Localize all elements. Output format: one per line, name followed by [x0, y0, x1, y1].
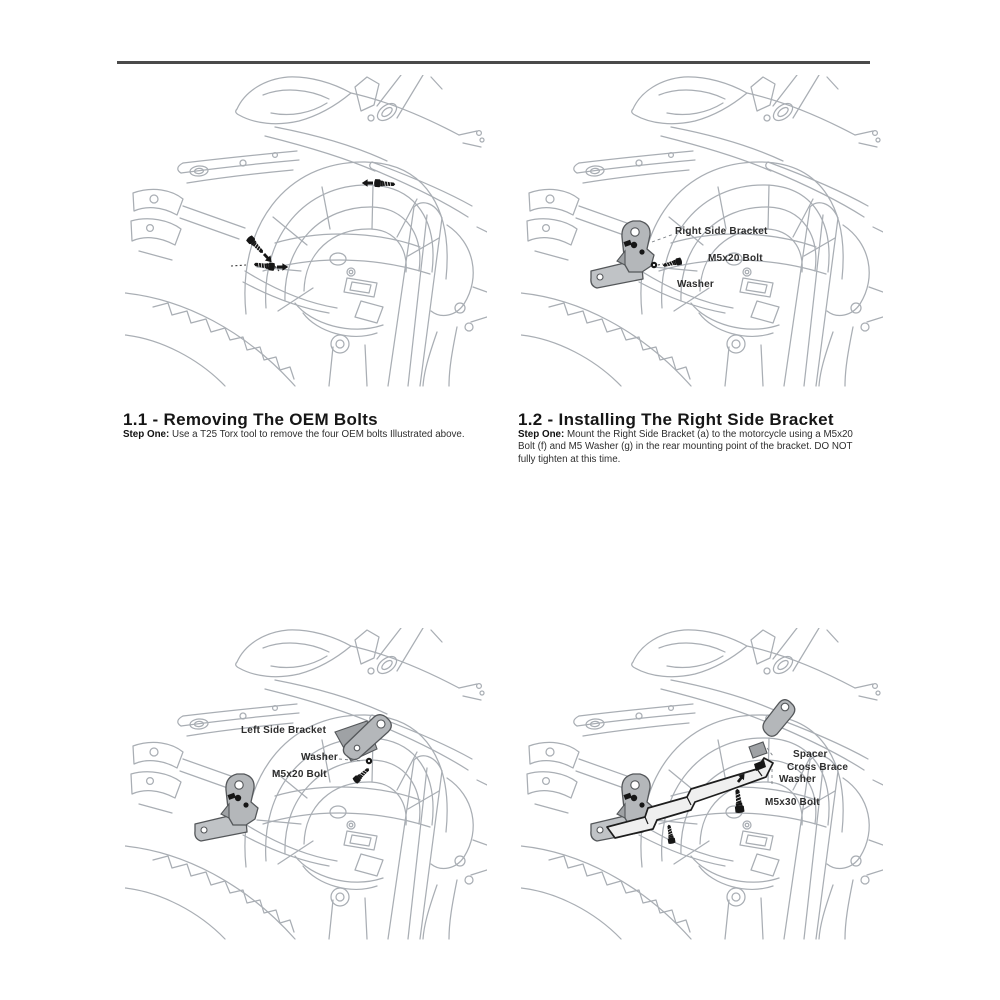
m5x30-bolt-icon: [733, 788, 745, 813]
callout-washer: Washer: [779, 774, 816, 785]
callout-spacer: Spacer: [793, 749, 828, 760]
step-label: Step One:: [518, 428, 565, 440]
callout-m5x20-bolt: M5x20 Bolt: [708, 253, 763, 264]
illustration-cross-brace: [521, 628, 883, 940]
panel-install-cross-brace: [521, 628, 883, 940]
step-text-1-2: [518, 429, 872, 467]
washer-icon: [366, 758, 372, 764]
step-body: Mount the Right Side Bracket (a) to the motorcycle using a M5x20 Bolt (f) and M5 Washer (g) in the rear mounting point of the bracket. DO NOT fully tighten at this time.: [518, 428, 853, 465]
step-text-1-1: [123, 429, 505, 442]
leader-line: [652, 234, 674, 242]
callout-cross-brace: Cross Brace: [787, 762, 849, 773]
dotted-line: [658, 264, 663, 265]
motorcycle-line-art: [125, 628, 487, 939]
callout-m5x30-bolt: M5x30 Bolt: [765, 797, 820, 808]
oem-bolt-icon: [253, 260, 275, 271]
bracket-hole: [377, 720, 385, 728]
callout-right-side-bracket: Right Side Bracket: [675, 226, 768, 237]
washer-icon: [651, 262, 657, 268]
callout-m5x20-bolt: M5x20 Bolt: [272, 769, 327, 780]
right-side-bracket-installed: [195, 774, 258, 841]
illustration-left-bracket: [125, 628, 487, 940]
panel-install-right-bracket: [521, 75, 883, 387]
motorcycle-line-art: [521, 628, 883, 939]
callout-washer: Washer: [677, 279, 714, 290]
callout-left-side-bracket: Left Side Bracket: [241, 725, 327, 736]
callout-washer: Washer: [301, 752, 338, 763]
step-label: Step One:: [123, 428, 170, 440]
section-title-1-1: 1.1 - Removing The OEM Bolts: [123, 410, 378, 430]
strap-hole: [781, 703, 789, 711]
removal-path-dotted-line: [231, 265, 246, 266]
right-side-bracket-part: [591, 221, 654, 288]
illustration-oem-bolts: [125, 75, 487, 387]
step-body: Use a T25 Torx tool to remove the four OEM bolts Illustrated above.: [169, 428, 465, 440]
panel-install-left-bracket: [125, 628, 487, 940]
top-divider-rule: [117, 61, 870, 64]
section-title-1-2: 1.2 - Installing The Right Side Bracket: [518, 410, 834, 430]
bolt-icon: [665, 824, 675, 844]
oem-bolt-icon: [246, 235, 266, 256]
bracket-hole: [354, 745, 360, 751]
spacer-part: [749, 742, 767, 758]
panel-remove-oem-bolts: [125, 75, 487, 387]
motorcycle-line-art: [125, 75, 487, 386]
